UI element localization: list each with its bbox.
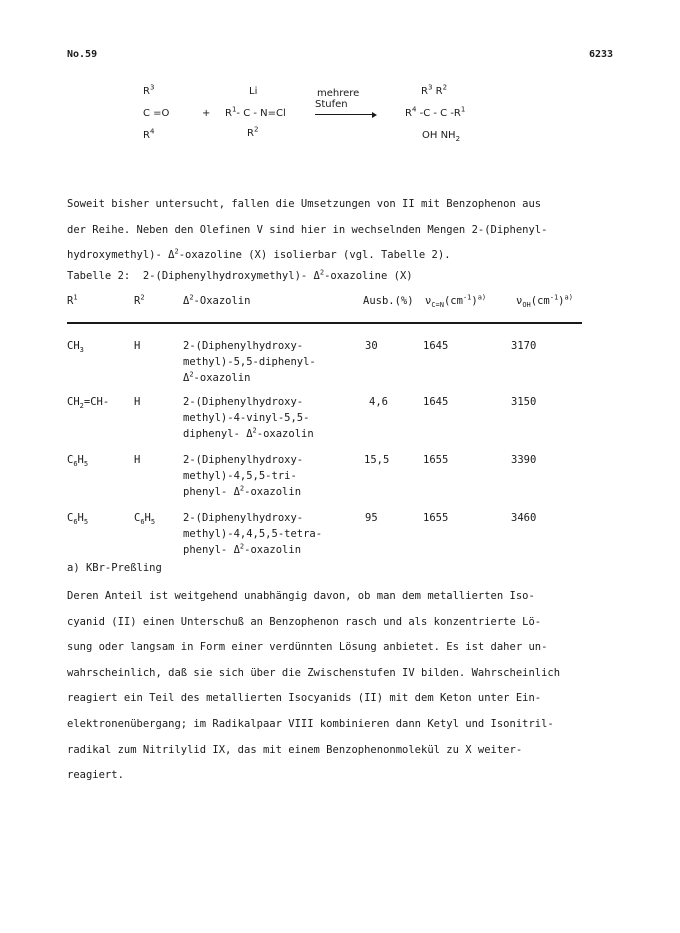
reaction-scheme (135, 82, 515, 152)
paragraph-line: Deren Anteil ist weitgehend unabhängig davon, ob man dem metallierten Iso- (67, 590, 535, 602)
table-footnote: a) KBr-Preßling (67, 562, 162, 574)
reactant1-top: $R^3$ (143, 83, 155, 97)
row1-name: 2-(Diphenylhydroxy- methyl)-5,5-diphenyl- $\Delta^2$-oxazolin (183, 340, 316, 384)
paragraph-2 (67, 584, 607, 789)
row1-oh: 3170 (511, 340, 537, 352)
reactant1-mid: C =O (143, 108, 170, 119)
reactant2-mid: $R^1-$ C - N=Cl (225, 105, 286, 119)
paragraph-line: der Reihe. Neben den Olefinen V sind hier in wechselnden Mengen 2-(Diphenyl- (67, 223, 548, 236)
row2-r2: H (134, 396, 141, 408)
row1-r2: H (134, 340, 141, 352)
paragraph-line: Soweit bisher untersucht, fallen die Umsetzungen von II mit Benzophenon aus (67, 198, 542, 210)
product-top: $R^3$ $R^2$ (421, 83, 448, 97)
row4-oh: 3460 (511, 512, 537, 524)
reaction-arrow (315, 114, 375, 115)
row4-name: 2-(Diphenylhydroxy- methyl)-4,4,5,5-tetra- phenyl- $\Delta^2$-oxazolin (183, 512, 323, 556)
paragraph-line: reagiert ein Teil des metallierten Isocyanids (II) mit dem Keton unter Ein- (67, 692, 542, 705)
paragraph-line: reagiert. (67, 769, 124, 782)
reactant2-top: Li (249, 86, 258, 97)
row2-r1: $CH_2=CH-$ (67, 396, 110, 411)
page-number: 6233 (589, 49, 614, 60)
product-mid: $R^4$ -C - C $-R^1$ (405, 105, 466, 119)
table-header-rule (67, 322, 582, 324)
arrow-label-2: Stufen (315, 99, 348, 110)
header-r2: $R^2$ (134, 293, 145, 307)
header-ausb: Ausb.(%) (363, 295, 414, 307)
paragraph-line: hydroxymethyl)- $\Delta^2$-oxazoline (X) isolierbar (vgl. Tabelle 2). (67, 247, 451, 262)
row3-ausb: 15,5 (364, 454, 390, 466)
journal-number: No.59 (67, 49, 98, 60)
header-cn: $\nu_{C=N}(cm^{-1})^{a)}$ (425, 293, 487, 310)
row1-r1: $CH_3$ (67, 340, 84, 355)
header-oxazolin: $\Delta^2$-Oxazolin (183, 293, 251, 307)
arrow-label-1: mehrere (317, 88, 360, 99)
row3-r2: H (134, 454, 141, 466)
row2-cn: 1645 (423, 396, 449, 408)
paragraph-1 (67, 192, 607, 269)
row4-ausb: 95 (365, 512, 378, 524)
reactant2-bot: $R^2$ (247, 125, 259, 139)
row2-ausb: 4,6 (369, 396, 388, 408)
paragraph-line: wahrscheinlich, daß sie sich über die Zwischenstufen IV bilden. Wahrscheinlich (67, 666, 561, 679)
row4-r2: $C_6H_5$ (134, 512, 156, 527)
header-oh: $\nu_{OH}(cm^{-1})^{a)}$ (516, 293, 573, 310)
header-r1: $R^1$ (67, 293, 78, 307)
row3-name: 2-(Diphenylhydroxy- methyl)-4,5,5-tri- phenyl- $\Delta^2$-oxazolin (183, 454, 304, 498)
row4-cn: 1655 (423, 512, 449, 524)
row2-name: 2-(Diphenylhydroxy- methyl)-4-vinyl-5,5- diphenyl- $\Delta^2$-oxazolin (183, 396, 314, 440)
paragraph-line: cyanid (II) einen Unterschuß an Benzophenon rasch und als konzentrierte Lö- (67, 615, 542, 628)
paragraph-line: elektronenübergang; im Radikalpaar VIII kombinieren dann Ketyl und Isonitril- (67, 717, 554, 730)
paragraph-line: sung oder langsam in Form einer verdünnten Lösung anbietet. Es ist daher un- (67, 641, 548, 654)
row1-ausb: 30 (365, 340, 378, 352)
table-title: Tabelle 2: 2-(Diphenylhydroxymethyl)- $\Delta^2$-oxazoline (X) (67, 268, 413, 282)
row3-oh: 3390 (511, 454, 537, 466)
row3-r1: $C_6H_5$ (67, 454, 89, 469)
row1-cn: 1645 (423, 340, 449, 352)
reactant1-bot: $R^4$ (143, 127, 155, 141)
row4-r1: $C_6H_5$ (67, 512, 89, 527)
paragraph-line: radikal zum Nitrilylid IX, das mit einem Benzophenonmolekül zu X weiter- (67, 743, 523, 756)
row2-oh: 3150 (511, 396, 537, 408)
row3-cn: 1655 (423, 454, 449, 466)
plus-sign: + (202, 108, 211, 119)
product-bot: OH $NH_2$ (422, 130, 461, 143)
